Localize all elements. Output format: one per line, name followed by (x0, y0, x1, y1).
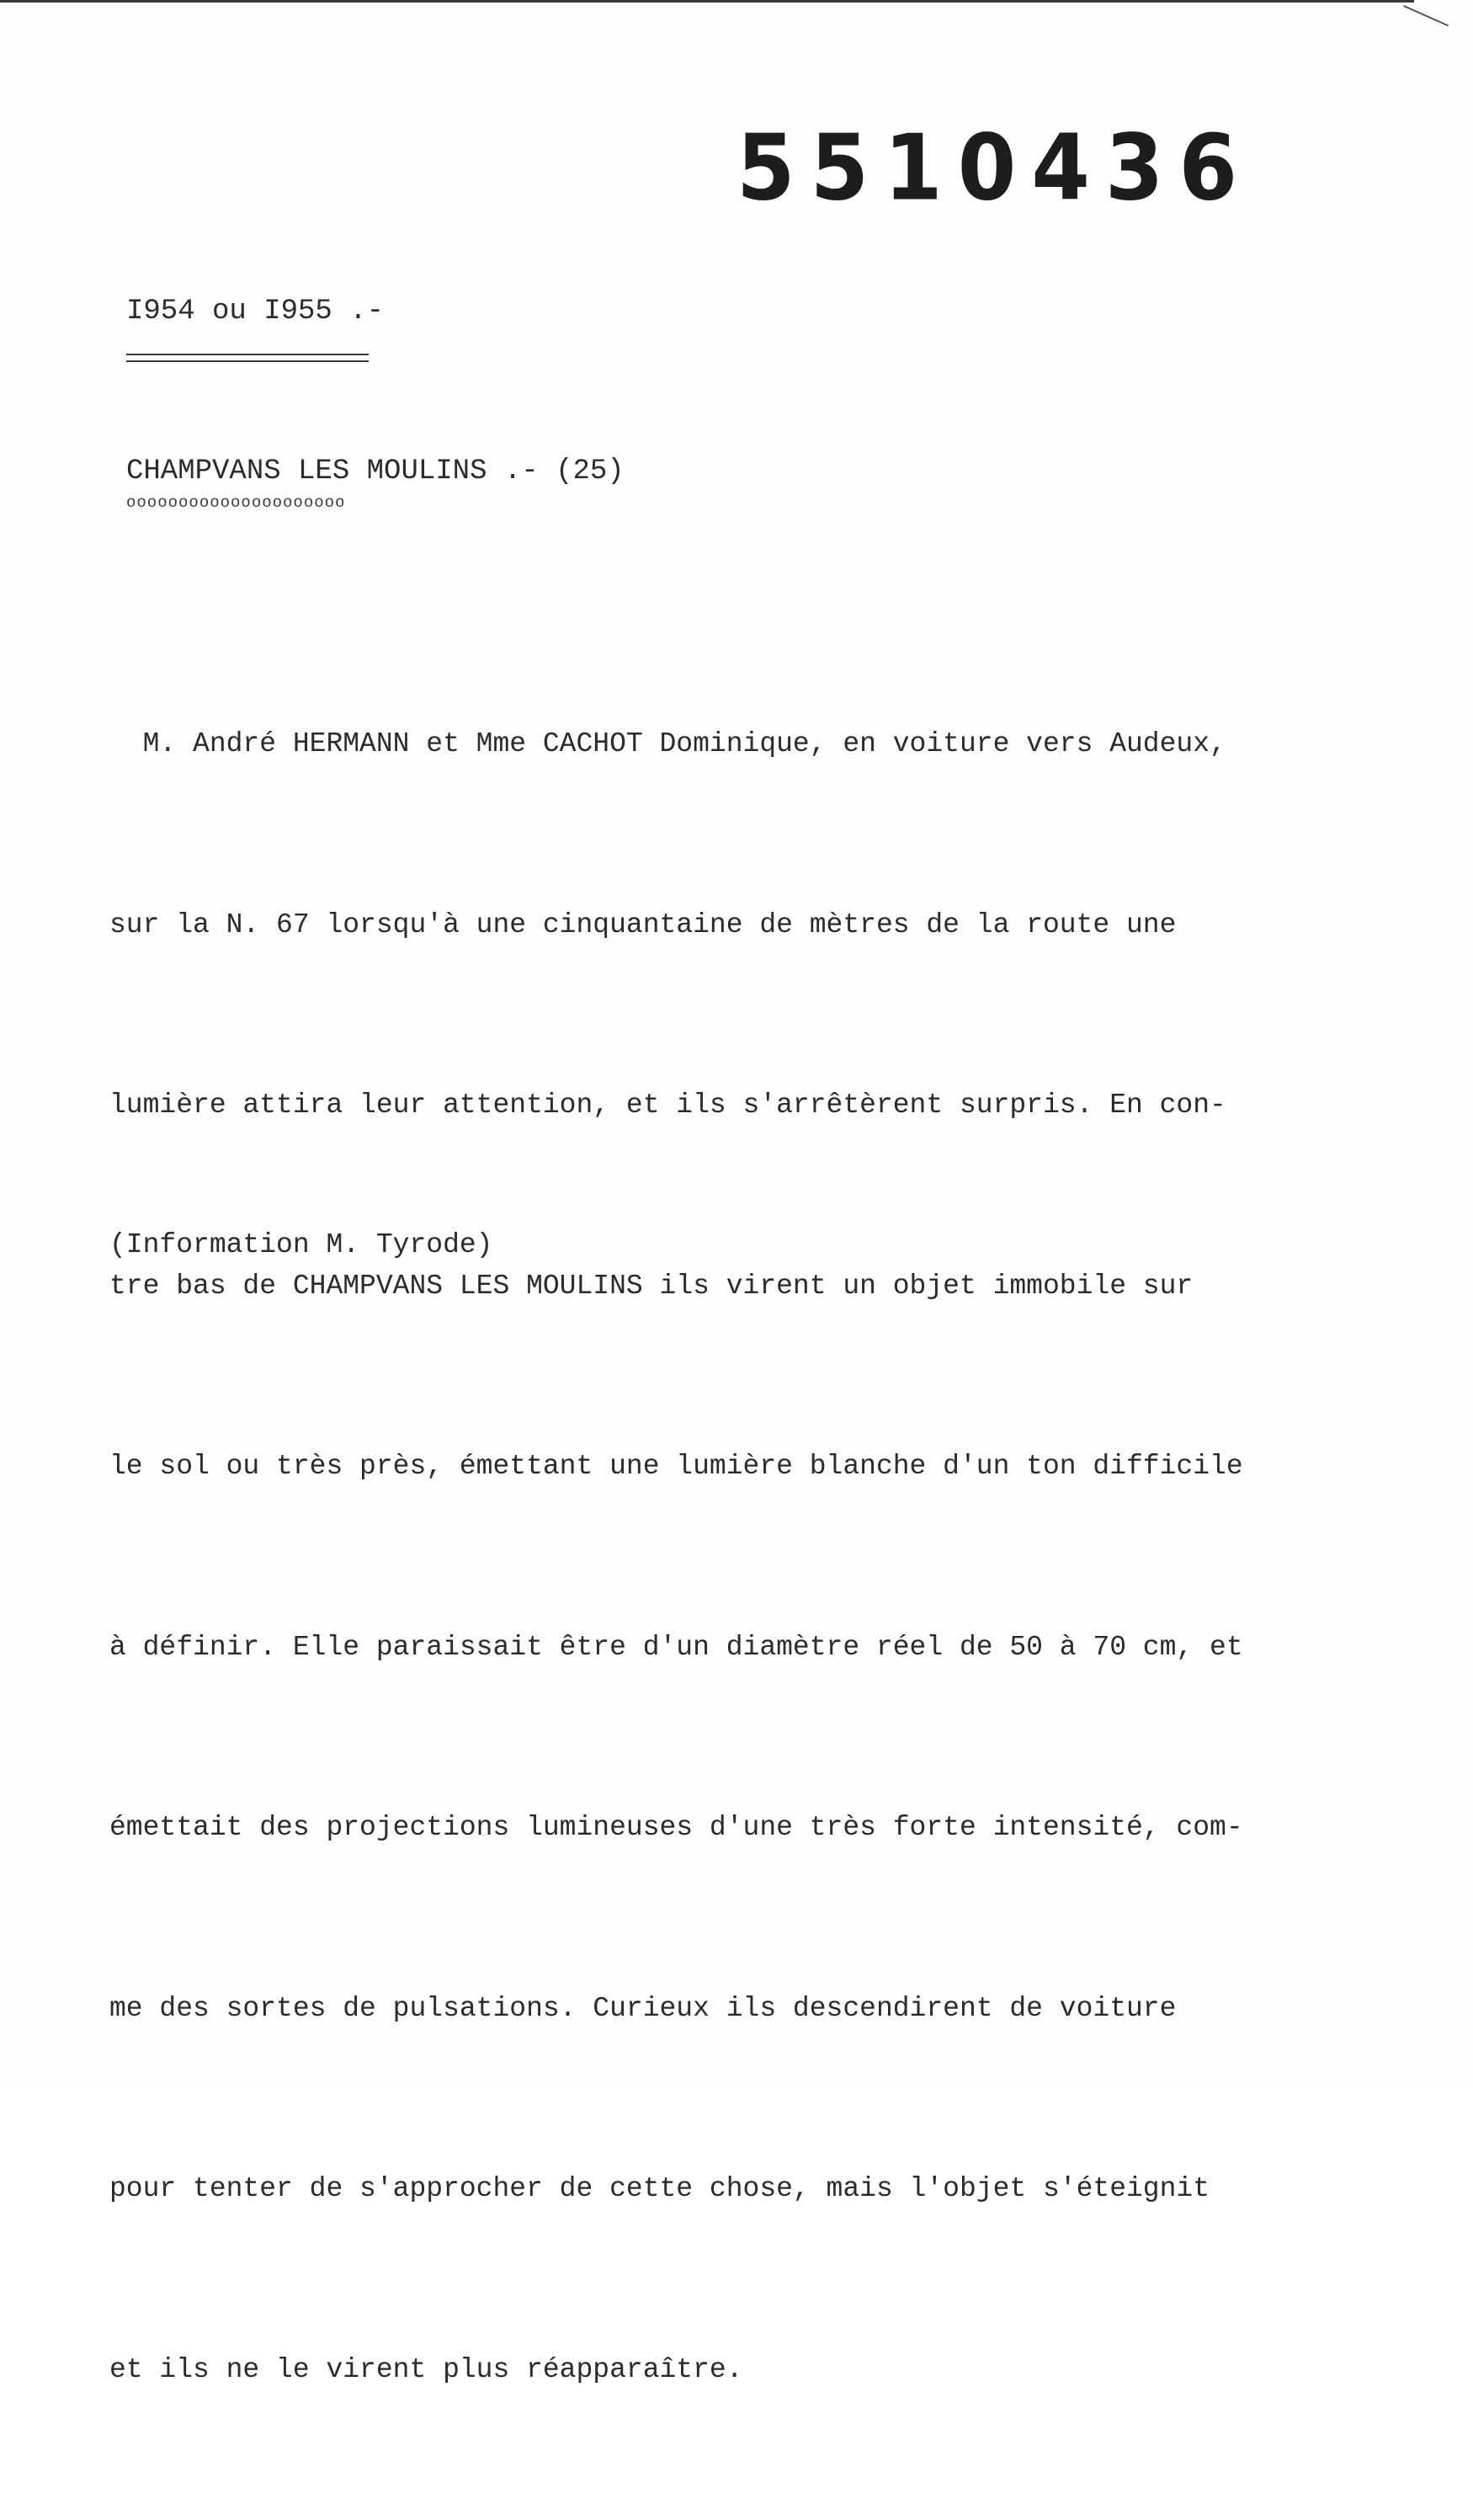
body-line: émettait des projections lumineuses d'une très forte intensité, com- (109, 1812, 1243, 1843)
body-line: le sol ou très près, émettant une lumière blanche d'un ton difficile (109, 1451, 1243, 1482)
body-line: pour tenter de s'approcher de cette chose, mais l'objet s'éteignit (109, 2173, 1210, 2204)
source-note: (Information M. Tyrode) (109, 1229, 493, 1260)
place-decorative-underline: ooooooooooooooooooooo (126, 493, 346, 512)
place-heading: CHAMPVANS LES MOULINS .- (25) (126, 456, 625, 487)
report-body (109, 594, 1456, 2520)
top-border-line (0, 0, 1414, 6)
body-line: et ils ne le virent plus réapparaître. (109, 2353, 743, 2385)
body-line: lumière attira leur attention, et ils s'arrêtèrent surpris. En con- (109, 1090, 1226, 1121)
body-line: tre bas de CHAMPVANS LES MOULINS ils virent un objet immobile sur (109, 1270, 1194, 1302)
date-double-underline (126, 354, 369, 362)
body-line: à définir. Elle paraissait être d'un diamètre réel de 50 à 70 cm, et (109, 1631, 1243, 1663)
body-line: me des sortes de pulsations. Curieux ils descendirent de voiture (109, 1992, 1177, 2024)
date-heading: I954 ou I955 .- (126, 296, 385, 328)
corner-mark (1403, 5, 1449, 26)
reference-number: 5510436 (736, 115, 1253, 221)
body-line: sur la N. 67 lorsqu'à une cinquantaine de mètres de la route une (109, 908, 1177, 940)
body-line: M. André HERMANN et Mme CACHOT Dominique, en voiture vers Audeux, (109, 728, 1226, 759)
